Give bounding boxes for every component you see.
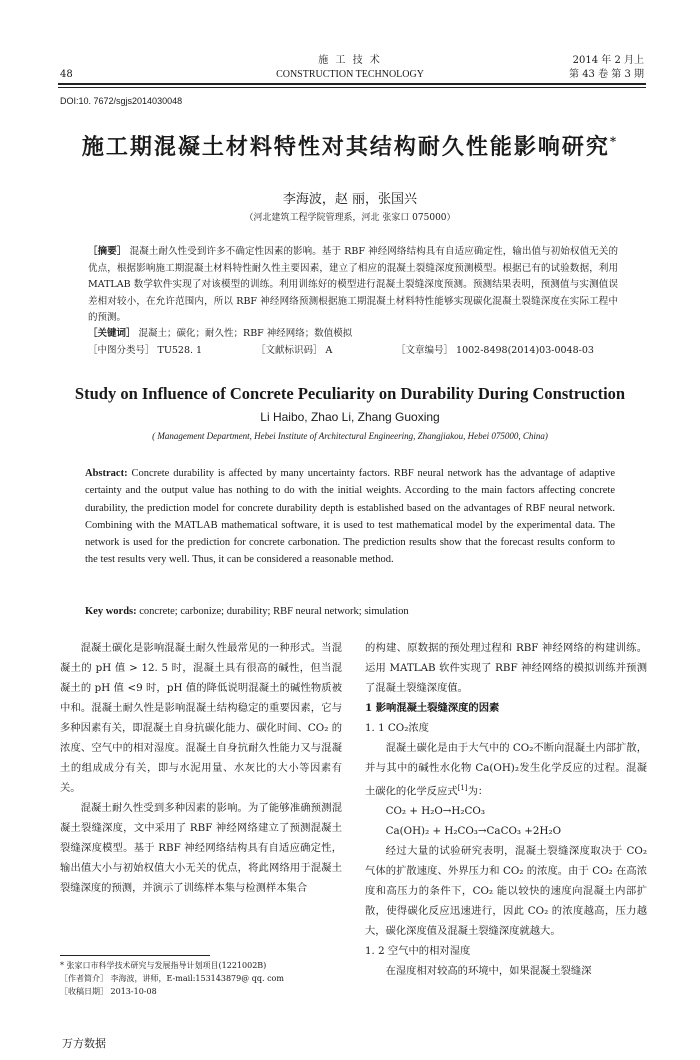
title-cn-text: 施工期混凝土材料特性对其结构耐久性能影响研究 — [81, 134, 610, 160]
paragraph-text: 混凝土碳化是由于大气中的 CO₂不断向混凝土内部扩散，并与其中的碱性水化物 Ca(OH)₂发生化学反应的过程。混凝土碳化的化学反应式 — [365, 742, 647, 798]
clc-number: ［中图分类号］ TU528. 1 — [88, 345, 203, 356]
keywords-cn-text: 混凝土；碳化；耐久性；RBF 神经网络；数值模拟 — [138, 328, 353, 339]
page-number: 48 — [60, 69, 73, 80]
body-paragraph: 在湿度相对较高的环境中，如果混凝土裂缝深 — [385, 965, 592, 978]
footnote-rule — [60, 955, 210, 956]
keywords-cn-label: ［关键词］ — [88, 328, 136, 339]
body-paragraph: 的构建、原数据的预处理过程和 RBF 神经网络的构建训练。运用 MATLAB 软件实现了 RBF 神经网络的模拟训练并预测了混凝土裂缝深度值。 — [365, 642, 647, 694]
body-paragraph: 经过大量的试验研究表明，混凝土裂缝深度取决于 CO₂ 气体的扩散速度、外界压力和 CO₂ 的浓度。由于 CO₂ 在高浓度和高压力的条件下，CO₂ 能以较快的速度向混凝土内部扩散，使得碳化反应迅速进行，因此 CO₂ 的浓度越高，压力越大，碳化深度值及混凝土裂缝深度就越大。 — [365, 845, 647, 938]
authors-cn: 李海波，赵 丽，张国兴 — [282, 192, 418, 207]
keywords-en-label: Key words: — [85, 606, 137, 617]
abstract-en — [85, 465, 615, 569]
abstract-cn — [88, 244, 618, 327]
body-paragraph: 混凝土耐久性受到多种因素的影响。为了能够准确预测混凝土裂缝深度，文中采用了 RBF 神经网络建立了预测混凝土裂缝深度模型。基于 RBF 神经网络结构具有自适应确定性，输出值大小与初始权值大小无关的优点，将此网络用于混凝土裂缝深度的预测，并演示了训练样本集与检测样本集合 — [60, 802, 342, 894]
title-en: Study on Influence of Concrete Peculiarity on Durability During Construction — [74, 384, 626, 403]
abstract-cn-label: ［摘要］ — [88, 246, 127, 257]
equation: Ca(OH)₂ + H₂CO₃→CaCO₃ +2H₂O — [385, 825, 562, 838]
authors-en: Li Haibo, Zhao Li, Zhang Guoxing — [260, 410, 440, 424]
footnote-received: ［收稿日期］ 2013-10-08 — [60, 987, 157, 996]
footnote — [60, 959, 342, 998]
title-footnote-mark: * — [609, 134, 619, 149]
section-heading: 1 影响混凝土裂缝深度的因素 — [365, 702, 500, 714]
volume-issue: 第 43 卷 第 3 期 — [569, 69, 644, 80]
equation: CO₂ + H₂O→H₂CO₃ — [385, 805, 485, 818]
doi: DOI:10. 7672/sgjs2014030048 — [60, 96, 183, 106]
body-paragraph — [365, 738, 647, 801]
citation-ref: [1] — [457, 784, 468, 792]
body-column-right — [365, 638, 647, 981]
body-column-left — [60, 638, 342, 898]
abstract-en-label: Abstract: — [85, 468, 128, 479]
abstract-cn-text: 混凝土耐久性受到许多不确定性因素的影响。基于 RBF 神经网络结构具有自适应确定性，输出值与初始权值无关的优点，根据影响施工期混凝土材料特性耐久性主要因素，建立了相应的混凝土裂缝深度预测模型。根据已有的试验数据，利用 MATLAB 数学软件实现了对该模型的训练。利用训练好的模型进行混凝土裂缝深度预测。预测结果表明，预测值与实测值误差相对较小，在允许范围内，所以 RBF 神经网络预测根据施工期混凝土材料特性能够实现碳化混凝土裂缝深度在实际工程中的预测。 — [88, 246, 618, 323]
footnote-author: ［作者简介］ 李海波，讲师，E-mail:153143879@ qq. com — [60, 974, 284, 983]
abstract-en-text: Concrete durability is affected by many uncertainty factors. RBF neural network has the advantage of adaptive certainty and the output value has nothing to do with the initial weights. According to the main factors affecting concrete durability, the prediction model for concrete durability depth is established based on the advantages of RBF neural network. Combining with the MATLAB mathematical software, it is used to test mathematical model by the experimental data. The network is used for the prediction for concrete carbonation. The prediction results show that the forecast results conform to the test results very well. Thus, it can be considered a reasonable method. — [85, 468, 615, 566]
header-rule-thick — [58, 83, 646, 85]
paragraph-text: 为： — [467, 785, 489, 798]
keywords-en — [85, 604, 615, 619]
keywords-en-text: concrete; carbonize; durability; RBF neural network; simulation — [139, 606, 409, 617]
journal-title-cn: 施 工 技 术 — [318, 55, 382, 66]
affiliation-cn: （河北建筑工程学院管理系，河北 张家口 075000） — [244, 213, 456, 223]
subsection-heading: 1. 2 空气中的相对湿度 — [365, 945, 471, 958]
watermark: 万方数据 — [62, 1037, 106, 1050]
affiliation-en: ( Management Department, Hebei Institute of Architectural Engineering, Zhangjiakou, Hebei 075000, China) — [152, 431, 548, 441]
footnote-fund: * 张家口市科学技术研究与发展指导计划项目(1221002B) — [60, 961, 267, 970]
article-number: ［文章编号］ 1002-8498(2014)03-0048-03 — [396, 345, 594, 356]
keywords-cn — [88, 326, 618, 341]
header-rule-thin — [58, 87, 646, 88]
title-cn — [0, 130, 700, 161]
document-code: ［文献标识码］ A — [256, 345, 333, 356]
issue-date: 2014 年 2 月上 — [572, 55, 644, 66]
subsection-heading: 1. 1 CO₂浓度 — [365, 722, 429, 734]
journal-title-en: CONSTRUCTION TECHNOLOGY — [276, 69, 424, 80]
body-paragraph: 混凝土碳化是影响混凝土耐久性最常见的一种形式。当混凝土的 pH 值 > 12. 5 时，混凝土具有很高的碱性，但当混凝土的 pH 值 <9 时，pH 值的降低说明混凝土的碱性物质被中和。混凝土耐久性是影响混凝土结构稳定的重要因素，它与多种因素有关，即混凝土自身抗碳化能力、碳化时间、CO₂ 的浓度、空气中的相对湿度。混凝土自身抗耐久性能力又与混凝土的组成成分有关，即与水泥用量、水灰比的大小等因素有关。 — [60, 642, 342, 794]
